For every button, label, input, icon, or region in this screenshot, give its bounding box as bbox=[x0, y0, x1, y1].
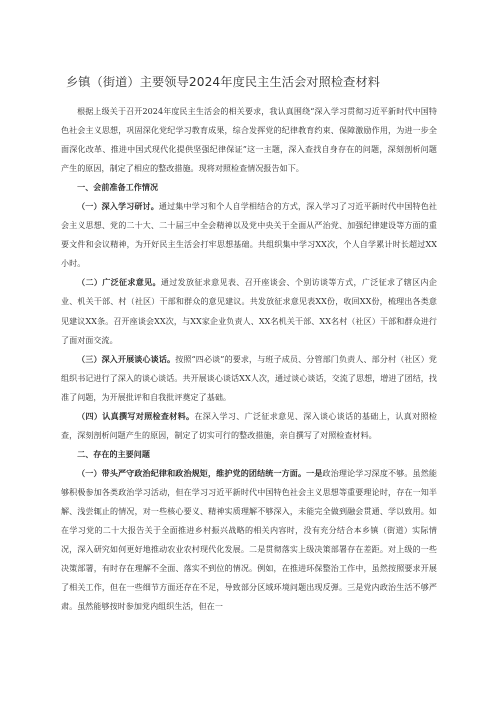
item-1-lead: （一）深入学习研讨。 bbox=[77, 201, 159, 212]
section-1-item-4 bbox=[61, 407, 437, 445]
item-1-text: 通过集中学习和个人自学相结合的方式，深入学习了习近平新时代中国特色社会主义思想、党的二十大、二十届三中全会精神以及党中央关于全面从严治党、加强纪律建设等方面的重要文件和会议精神，为开好民主生活会打牢思想基础。共组织集中学习XX次，个人自学累计时长超过XX小时。 bbox=[61, 202, 438, 269]
item-3-text: 按照“四必谈”的要求，与班子成员、分管部门负责人、部分村（社区）党组织书记进行了深入的谈心谈话。共开展谈心谈话XX人次，通过谈心谈话，交流了思想，增进了团结，找准了问题，为开展批评和自我批评奠定了基础。 bbox=[61, 354, 437, 402]
section-2-item-1 bbox=[61, 464, 437, 616]
intro-paragraph: 根据上级关于召开2024年度民主生活会的相关要求，我认真围绕“深入学习贯彻习近平新时代中国特色社会主义思想，巩固深化党纪学习教育成果，综合发挥党的纪律教育约束、保障激励作用，为进一步全面深化改革、推进中国式现代化提供坚强纪律保证”这一主题，深入查找自身存在的问题，深刻剖析问题产生的原因，制定了相应的整改措施。现将对照检查情况报告如下。 bbox=[61, 107, 437, 174]
section-1-item-1 bbox=[61, 197, 437, 273]
section-1-item-2 bbox=[61, 273, 437, 349]
section-2-item-1-lead: （一）带头严守政治纪律和政治规矩，维护党的团结统一方面。 bbox=[77, 467, 307, 478]
document-title: 乡镇（街道）主要领导2024年度民主生活会对照检查材料 bbox=[66, 75, 381, 89]
item-4-lead: （四）认真撰写对照检查材料。 bbox=[77, 410, 195, 421]
section-1-heading: 一、会前准备工作情况 bbox=[77, 182, 159, 193]
item-2-text: 通过发放征求意见表、召开座谈会、个别访谈等方式，广泛征求了辖区内企业、机关干部、村（社区）干部和群众的意见建议。共发放征求意见表XX份，收回XX份，梳理出各类意见建议XX条。召开座谈会XX次，与XX家企业负责人、XX名机关干部、XX名村（社区）干部和群众进行了面对面交流。 bbox=[61, 278, 437, 345]
item-2-lead: （二）广泛征求意见。 bbox=[77, 277, 161, 288]
section-2-item-1-ordinal: 一是 bbox=[306, 467, 323, 478]
section-2-heading: 二、存在的主要问题 bbox=[77, 448, 150, 459]
document-body bbox=[61, 102, 437, 616]
item-3-lead: （三）深入开展谈心谈话。 bbox=[77, 353, 176, 364]
item-4-text: 在深入学习、广泛征求意见、深入谈心谈话的基础上，认真对照检查，深刻剖析问题产生的原因，制定了切实可行的整改措施，亲自撰写了对照检查材料。 bbox=[61, 411, 438, 440]
section-1-item-3 bbox=[61, 350, 437, 407]
section-2-item-1-text: 政治理论学习深度不够。虽然能够积极参加各类政治学习活动，但在学习习近平新时代中国特色社会主义思想等重要理论时，存在一知半解、浅尝辄止的情况，对一些核心要义、精神实质理解不够深入，未能完全做到融会贯通、学以致用。如在学习党的二十大报告关于全面推进乡村振兴战略的相关内容时，没有充分结合本乡镇（街道）实际情况，深入研究如何更好地推动农业农村现代化发展。二是贯彻落实上级决策部署存在差距。对上级的一些决策部署，有时存在理解不全面、落实不到位的情况。例如，在推进环保整治工作中，虽然按照要求开展了相关工作，但在一些细节方面还存在不足，导致部分区域环境问题出现反弹。三是党内政治生活不够严肃。虽然能够按时参加党内组织生活，但在一 bbox=[61, 468, 437, 612]
